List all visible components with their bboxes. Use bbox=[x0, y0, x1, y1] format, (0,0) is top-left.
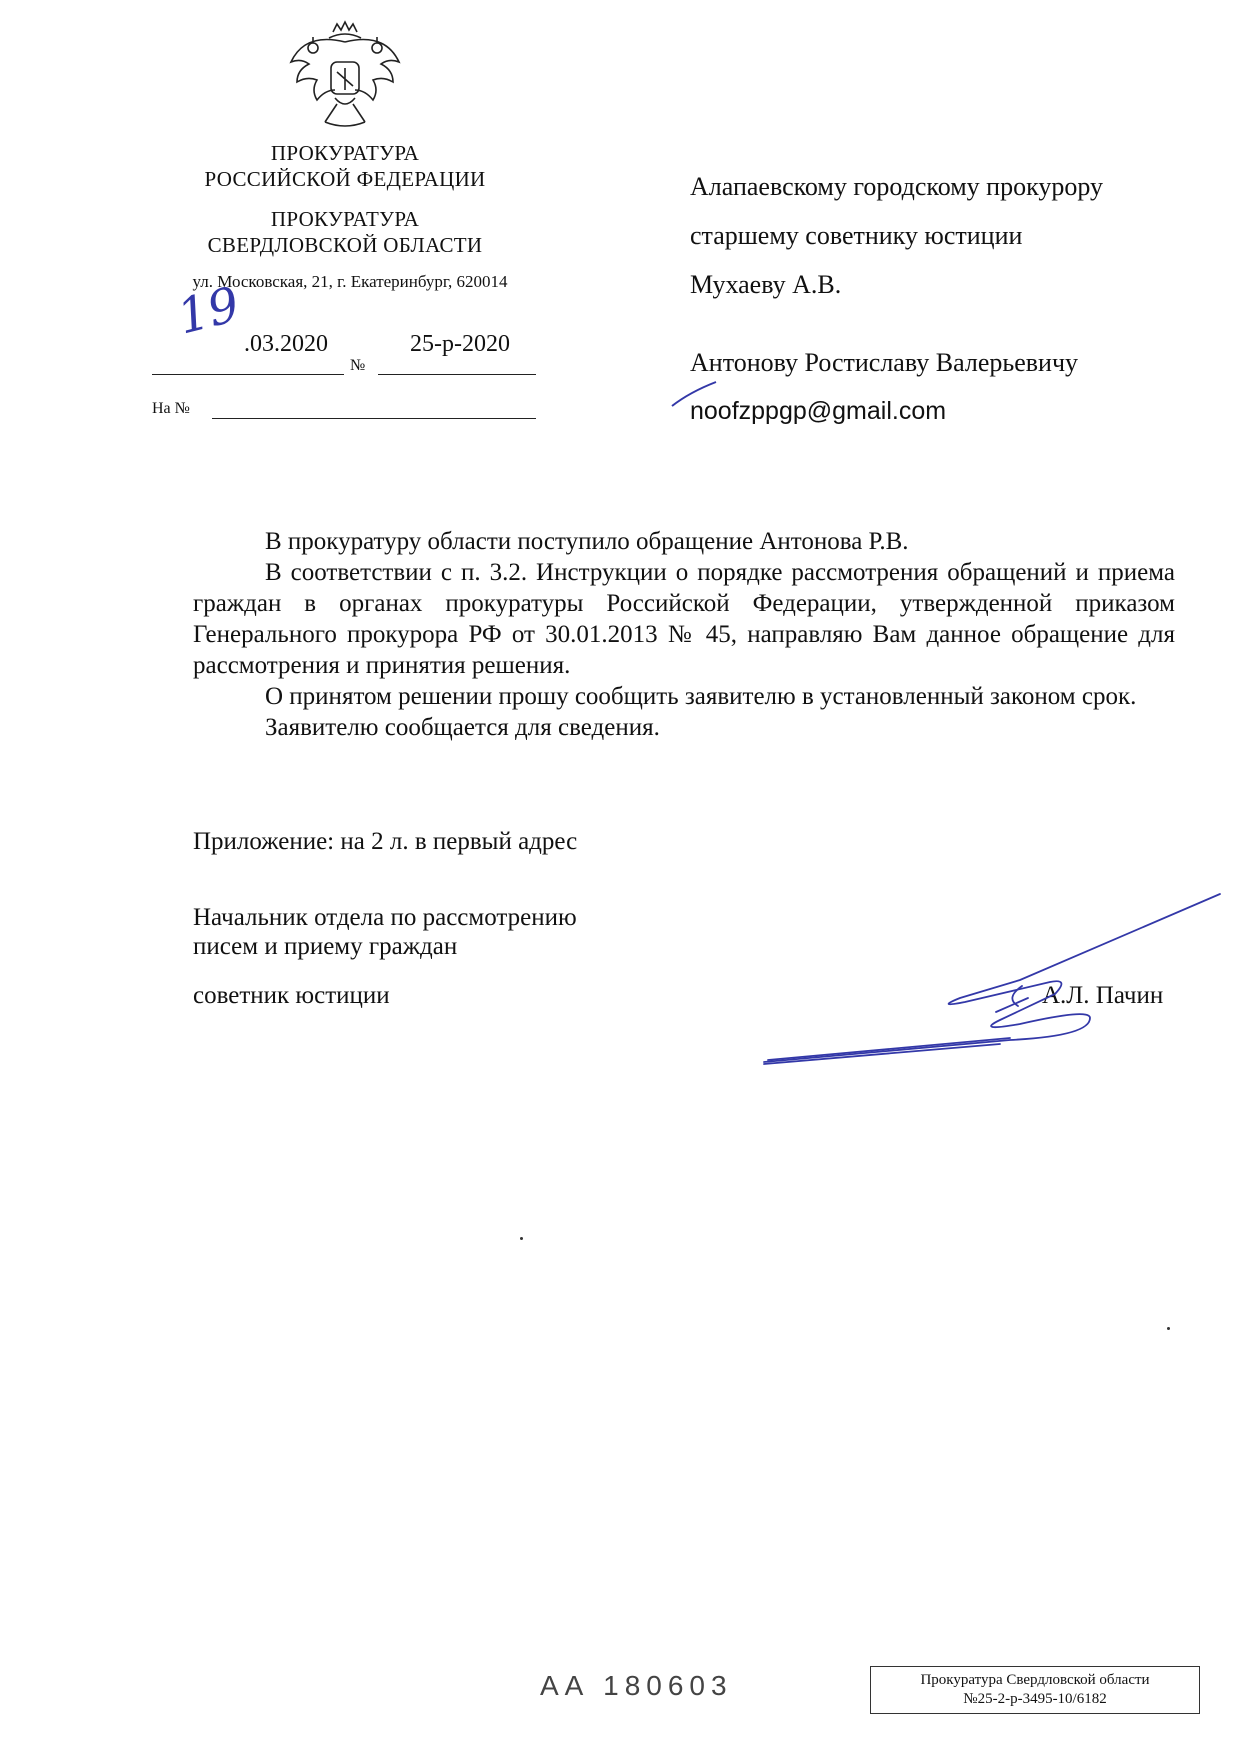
scan-speck bbox=[520, 1237, 523, 1240]
body-paragraph: В соответствии с п. 3.2. Инструкции о порядке рассмотрения обращений и приема граждан в органах прокуратуры Российской Федерации, утвержденной приказом Генерального прокурора РФ от 30.01.2013 № 45, направляю Вам данное обращение для рассмотрения и принятия решения. bbox=[193, 559, 1175, 679]
form-serial-number: АА 180603 bbox=[540, 1670, 733, 1701]
letter-date: .03.2020 bbox=[244, 331, 328, 357]
coat-of-arms-icon bbox=[285, 18, 405, 136]
body-paragraph: О принятом решении прошу сообщить заявителю в установленный законом срок. bbox=[265, 683, 1137, 710]
signatory-rank: советник юстиции bbox=[193, 982, 390, 1009]
registration-number: 25-р-2020 bbox=[410, 331, 510, 357]
handwritten-signature-icon bbox=[760, 890, 1230, 1080]
org-name-line: РОССИЙСКОЙ ФЕДЕРАЦИИ bbox=[204, 167, 486, 191]
date-underline bbox=[152, 374, 344, 375]
org-name-line: ПРОКУРАТУРА bbox=[270, 207, 420, 231]
handwritten-date-day: 19 bbox=[172, 276, 245, 346]
number-sign: № bbox=[350, 357, 366, 374]
recipient-line: Мухаеву А.В. bbox=[690, 270, 842, 299]
regional-org-name-block bbox=[180, 206, 510, 258]
recipient-line: Антонову Ростиславу Валерьевичу bbox=[690, 348, 1079, 377]
recipient-line: старшему советнику юстиции bbox=[690, 221, 1023, 250]
signatory-name: А.Л. Пачин bbox=[1042, 982, 1164, 1009]
org-name-line: СВЕРДЛОВСКОЙ ОБЛАСТИ bbox=[207, 233, 483, 257]
body-paragraph: Заявителю сообщается для сведения. bbox=[265, 714, 660, 741]
reference-label: На № bbox=[152, 400, 190, 417]
number-underline bbox=[378, 374, 536, 375]
reference-underline bbox=[212, 418, 536, 419]
recipient-line: Алапаевскому городскому прокурору bbox=[690, 172, 1104, 201]
registration-stamp bbox=[870, 1666, 1200, 1714]
stamp-line: Прокуратура Свердловской области bbox=[920, 1672, 1150, 1688]
signatory-title-line: писем и приему граждан bbox=[193, 933, 458, 960]
letter-body bbox=[193, 526, 1175, 743]
org-address: ул. Московская, 21, г. Екатеринбург, 620014 bbox=[192, 272, 508, 291]
body-paragraph: В прокуратуру области поступило обращение Антонова Р.В. bbox=[265, 528, 909, 555]
org-name-block bbox=[180, 140, 510, 192]
org-name-line: ПРОКУРАТУРА bbox=[270, 141, 420, 165]
recipient-email: noofzppgp@gmail.com bbox=[690, 397, 947, 425]
attachment-note: Приложение: на 2 л. в первый адрес bbox=[193, 828, 578, 855]
scan-speck bbox=[1167, 1327, 1170, 1330]
stamp-line: №25-2-р-3495-10/6182 bbox=[963, 1691, 1107, 1707]
signatory-title-line: Начальник отдела по рассмотрению bbox=[193, 904, 577, 931]
